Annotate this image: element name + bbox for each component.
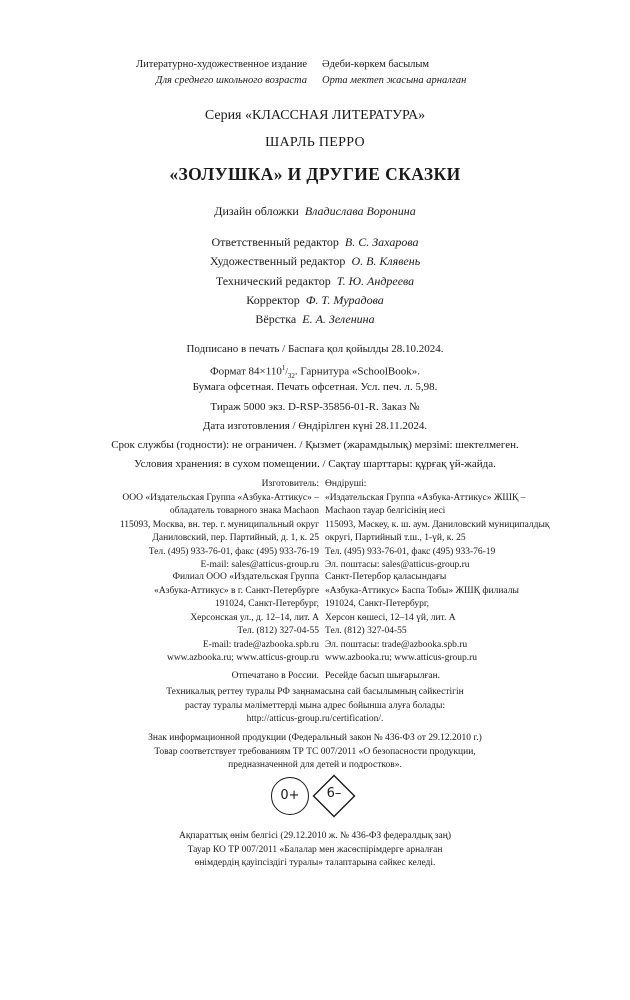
branch-ru-line: Херсонская ул., д. 12–14, лит. А — [190, 612, 319, 623]
branch-ru — [154, 571, 319, 652]
publication-type-ru-line: Литературно-художественное издание — [136, 59, 307, 70]
cover-design-credit — [0, 204, 630, 219]
publication-type-kz — [322, 57, 466, 89]
manufacturer-ru-line: 115093, Москва, вн. тер. г. муниципальный округ — [119, 519, 319, 530]
branch-ru-line: E-mail: trade@azbooka.spb.ru — [202, 639, 319, 650]
credit-person: Т. Ю. Андреева — [336, 273, 415, 288]
publication-type-ru — [136, 57, 307, 89]
age-rating-diamond-label: 6– — [326, 786, 342, 801]
manufacturer-kz-line: округі, Партийный т.ш., 1-үй, к. 25 — [325, 533, 466, 543]
kz-mark-line: Тауар КО ТР 007/2011 «Балалар мен жасөспірімдерге арналған — [187, 844, 443, 855]
branch-kz — [325, 571, 519, 652]
branch-ru-line: 191024, Санкт-Петербург, — [214, 599, 319, 609]
kz-mark-line: өнімдердің қауіпсіздігі туралы» талаптарына сәйкес келеді. — [194, 858, 436, 868]
credit-row — [0, 233, 630, 252]
branch-kz-line: Эл. поштасы: trade@azbooka.spb.ru — [325, 639, 468, 650]
manufacturer-kz-line: Тел. (495) 933-76-01, факс (495) 933-76-19 — [325, 546, 496, 557]
branch-ru-line: Филиал ООО «Издательская Группа — [172, 572, 319, 582]
manufacturer-kz-line: Өндіруші: — [325, 479, 367, 489]
certification-note-kz — [0, 686, 630, 727]
manufacturer-ru-line: E-mail: sales@atticus-group.ru — [200, 560, 319, 570]
audience-kz-line: Орта мектеп жасына арналған — [322, 75, 467, 86]
made-date-line: Дата изготовления / Өндірілген күні 28.11.2024. — [202, 419, 428, 432]
print-details — [0, 340, 630, 474]
websites-ru[interactable]: www.azbooka.ru; www.atticus-group.ru — [166, 653, 319, 663]
credit-person: В. С. Захарова — [344, 235, 419, 249]
format-suffix: . Гарнитура «SchoolBook». — [294, 365, 421, 378]
branch-kz-line: Санкт-Петербор қаласындағы — [325, 572, 447, 582]
credit-row — [0, 310, 630, 329]
info-mark-line: предназначенной для детей и подростков». — [228, 760, 402, 770]
manufacturer-ru — [120, 478, 319, 573]
format-line: Формат $84\times 110^1/_{32}$. Гарнитура «SchoolBook». — [209, 364, 421, 381]
info-mark-line: Знак информационной продукции (Федеральный закон № 436-ФЗ от 29.12.2010 г.) — [148, 733, 482, 743]
info-product-mark-kz — [0, 830, 630, 871]
branch-ru-line: Тел. (812) 327-04-55 — [237, 626, 319, 636]
series-line: Серия «КЛАССНАЯ ЛИТЕРАТУРА» — [204, 108, 426, 123]
manufacturer-kz — [325, 478, 549, 573]
manufacturer-ru-line: Изготовитель: — [261, 479, 319, 489]
credit-person: Е. А. Зеленина — [302, 312, 375, 327]
storage-line: Условия хранения: в сухом помещении. / Сақтау шарттары: құрғақ үй-жайда. — [134, 458, 496, 471]
credit-role: Ответственный редактор — [211, 235, 339, 249]
manufacturer-ru-line: Даниловский, пер. Партийный, д. 1, к. 25 — [152, 533, 319, 543]
info-mark-line: Товар соответствует требованиям ТР ТС 007/2011 «О безопасности продукции, — [154, 746, 476, 757]
cover-design-label: Дизайн обложки — [214, 204, 299, 218]
manufacturer-kz-line: «Издательская Группа «Азбука-Аттикус» ЖШҚ – — [325, 492, 526, 503]
manufacturer-kz-line: Эл. поштасы: sales@atticus-group.ru — [325, 560, 470, 570]
credit-person: О. В. Клявень — [351, 254, 421, 269]
manufacturer-kz-line: 115093, Мәскеу, к. ш. аум. Даниловский муниципалдық — [325, 519, 550, 530]
audience-ru-line: Для среднего школьного возраста — [155, 75, 307, 86]
format-fraction-num: 1 — [281, 364, 286, 373]
book-title: «ЗОЛУШКА» И ДРУГИЕ СКАЗКИ — [169, 164, 461, 184]
credit-row — [0, 272, 630, 291]
credit-row — [0, 291, 630, 310]
age-rating-diamond — [312, 774, 356, 818]
certification-note-line: Техникалық реттеу туралы РФ заңнамасына сай басылымның сәйкестігін — [166, 687, 464, 697]
paper-line: Бумага офсетная. Печать офсетная. Усл. печ. л. 5,98. — [192, 381, 438, 394]
cover-designer-name: Владислава Воронина — [304, 204, 416, 218]
print-run-line: Тираж 5000 экз. D-RSP-35856-01-R. Заказ № — [210, 400, 420, 413]
manufacturer-ru-line: ООО «Издательская Группа «Азбука-Аттикус» – — [122, 492, 319, 503]
publication-type-kz-line: Әдеби-көркем басылым — [322, 59, 430, 70]
signed-to-print: Подписано в печать / Баспаға қол қойылды 28.10.2024. — [186, 343, 444, 355]
info-product-mark-ru — [0, 732, 630, 773]
branch-kz-line: «Азбука-Аттикус» Баспа Тобы» ЖШҚ филиалы — [325, 585, 519, 596]
credits-list — [0, 233, 630, 329]
credit-role: Технический редактор — [215, 273, 331, 288]
printed-in-kz: Ресейде басып шығарылған. — [325, 671, 441, 681]
credit-role: Корректор — [246, 292, 300, 307]
manufacturer-ru-line: обладатель товарного знака Machaon — [169, 506, 319, 516]
branch-kz-line: Херсон көшесі, 12–14 үй, лит. А — [325, 612, 456, 623]
certification-url[interactable]: http://atticus-group.ru/certification/. — [246, 714, 384, 724]
format-fraction-den: 32 — [287, 372, 295, 381]
credit-row — [0, 252, 630, 271]
branch-kz-line: 191024, Санкт-Петербург, — [325, 599, 430, 609]
websites-kz[interactable]: www.azbooka.ru; www.atticus-group.ru — [325, 653, 478, 663]
branch-ru-line: «Азбука-Аттикус» в г. Санкт-Петербурге — [154, 585, 319, 596]
age-rating-circle: 0+ — [271, 777, 309, 815]
certification-note-line: растау туралы мәліметтерді мына адрес бойынша алуға болады: — [185, 700, 445, 711]
credit-person: Ф. Т. Мурадова — [305, 292, 384, 307]
kz-mark-line: Ақпараттық өнім белгісі (29.12.2010 ж. № 436-ФЗ федералдық заң) — [178, 831, 452, 841]
credit-role: Художественный редактор — [209, 254, 346, 269]
format-prefix: Формат 84×110 — [209, 365, 282, 378]
credit-role: Вёрстка — [255, 312, 297, 327]
printed-in-ru: Отпечатано в России. — [231, 671, 319, 681]
branch-kz-line: Тел. (812) 327-04-55 — [325, 626, 407, 636]
age-badges — [0, 777, 630, 819]
author-name: ШАРЛЬ ПЕРРО — [265, 135, 365, 150]
manufacturer-ru-line: Тел. (495) 933-76-01, факс (495) 933-76-19 — [148, 546, 319, 557]
service-life-line: Срок службы (годности): не ограничен. / Қызмет (жарамдылық) мерзімі: шектелмеген. — [111, 438, 519, 451]
manufacturer-kz-line: Machaon тауар белгісінің иесі — [325, 506, 446, 516]
